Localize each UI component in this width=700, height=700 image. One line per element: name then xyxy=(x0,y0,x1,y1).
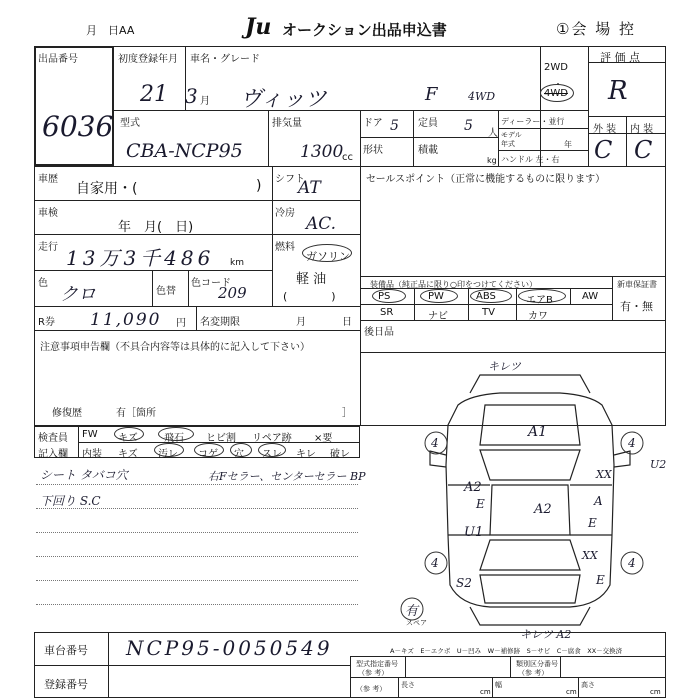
rear-bumper xyxy=(470,607,590,625)
check-repair[interactable]: リペア跡 xyxy=(252,433,292,444)
door-label: ドア xyxy=(363,118,383,129)
check-break[interactable]: 破レ xyxy=(330,449,350,460)
fuel-gasoline[interactable]: ガソリン xyxy=(306,250,350,263)
check-dirt[interactable]: 汚レ xyxy=(158,449,178,460)
door-value: 5 xyxy=(390,118,399,134)
chassis-label: 車台番号 xyxy=(44,644,88,657)
diagram-bottom: キレツ A2 xyxy=(520,628,572,641)
model-value: CBA-NCP95 xyxy=(126,140,243,162)
reg-no-label: 登録番号 xyxy=(44,678,88,691)
capacity-unit: 人 xyxy=(488,128,498,139)
drive-note: 4WD xyxy=(468,90,496,103)
equip-leather[interactable]: カワ xyxy=(528,311,548,322)
shape-label: 形状 xyxy=(363,145,383,156)
name-change-day: 日 xyxy=(342,317,352,328)
color-label: 色 xyxy=(38,278,48,289)
ac-value: AC. xyxy=(306,214,337,234)
name-change-month: 月 xyxy=(296,317,306,328)
notes-label: 注意事項申告欄（不具合内容等は具体的に記入して下さい） xyxy=(40,342,310,353)
name-grade-label: 車名・グレード xyxy=(190,54,260,65)
repair-label: 修復歴 xyxy=(52,408,82,419)
cc-unit: cc xyxy=(342,152,353,163)
recycle-label: R券 xyxy=(38,317,55,328)
diagram-spare: 有 xyxy=(405,604,419,619)
chassis-value: NCP95-0050549 xyxy=(126,636,333,660)
model-label: 型式 xyxy=(120,118,140,129)
check-tear[interactable]: キレ xyxy=(296,449,316,460)
check-crack[interactable]: ヒビ割 xyxy=(206,433,236,444)
color-code-label: 色コード xyxy=(191,278,231,289)
trunk-panel xyxy=(480,575,580,603)
tire-fr-value: 4 xyxy=(628,436,636,450)
lot-number-cell[interactable] xyxy=(34,46,114,166)
inspector-label: 検査員 xyxy=(38,433,68,444)
repair-close: ］ xyxy=(342,408,352,419)
ju-logo: Ju xyxy=(245,14,272,40)
handle-label: ハンドル 左・右 xyxy=(501,155,560,164)
shaken-value: 年 月( 日) xyxy=(118,220,194,235)
kg-unit: kg xyxy=(487,156,497,165)
equip-abs[interactable]: ABS xyxy=(476,291,496,302)
fuel-diesel[interactable]: 軽 油 xyxy=(296,272,327,287)
check-chip[interactable]: 飛石 xyxy=(164,433,184,444)
diagram-right-rear-door: E xyxy=(588,516,597,530)
equip-pw[interactable]: PW xyxy=(428,291,444,302)
capacity-label: 定員 xyxy=(418,118,438,129)
model-year-unit: 年 xyxy=(564,140,572,149)
diagram-right-front: XX xyxy=(596,468,612,481)
check-burn-circle xyxy=(194,443,224,457)
score-label: 評 価 点 xyxy=(600,51,640,64)
length-label: 長さ xyxy=(401,681,415,689)
recycle-value: 11,090 xyxy=(90,310,162,330)
km-unit: km xyxy=(230,258,244,268)
drive-4wd-circle xyxy=(540,84,574,102)
header-date: 月 日AA xyxy=(86,24,135,37)
model-year-label: モデル xyxy=(501,131,522,139)
note-right-1: 右Fセラー、センターセラー BP xyxy=(208,470,366,483)
diagram-fl-fender: A2 xyxy=(464,480,482,495)
color-value: クロ xyxy=(60,284,96,305)
drive-2wd[interactable]: 2WD xyxy=(544,62,568,73)
first-reg-year: 21 xyxy=(140,82,168,107)
car-damage-diagram xyxy=(400,355,670,645)
check-need[interactable]: ×要 xyxy=(314,433,333,444)
dealer-label: ディーラー・並行 xyxy=(501,117,565,126)
diagram-spare-sub: スペア xyxy=(406,619,427,627)
front-bumper xyxy=(470,375,590,393)
loading-label: 積載 xyxy=(418,145,438,156)
category-ref: （参 考） xyxy=(518,669,549,677)
fuel-gasoline-circle xyxy=(302,244,352,262)
type-cert-label: 型式指定番号 xyxy=(356,660,398,668)
color-code-value: 209 xyxy=(218,284,247,302)
equip-ps[interactable]: PS xyxy=(378,291,391,302)
rear-seat-label: 後日品 xyxy=(364,327,394,338)
equip-sr[interactable]: SR xyxy=(380,307,394,318)
exterior-value: C xyxy=(594,136,613,164)
mileage-value: 13万3千486 xyxy=(66,246,215,270)
equip-airbag[interactable]: エアB xyxy=(526,295,553,306)
roof-panel xyxy=(490,485,570,535)
capacity-value: 5 xyxy=(464,118,473,134)
tire-rl-value: 4 xyxy=(431,556,439,570)
width-unit: cm xyxy=(566,688,577,696)
displacement-value: 1300 xyxy=(300,142,344,162)
check-int-scratch[interactable]: キズ xyxy=(118,449,138,460)
equip-label: 装備品（純正品に限り○印をつけてください） xyxy=(370,280,537,289)
first-reg-label: 初度登録年月 xyxy=(118,54,178,65)
entry-label: 記入欄 xyxy=(38,449,68,460)
model-year-label2: 年式 xyxy=(501,140,515,148)
interior-value: C xyxy=(634,136,653,164)
first-reg-month: 3 xyxy=(185,84,198,108)
diagram-roof: A2 xyxy=(534,502,552,517)
shift-label: シフト xyxy=(275,174,305,185)
diagram-mirror: U2 xyxy=(650,458,667,471)
equip-navi[interactable]: ナビ xyxy=(428,311,448,322)
diagram-hood: A1 xyxy=(528,424,548,440)
diagram-right-rear: XX xyxy=(582,549,598,562)
equip-aw[interactable]: AW xyxy=(582,291,599,302)
drive-4wd[interactable]: 4WD xyxy=(544,88,568,99)
shaken-label: 車検 xyxy=(38,208,58,219)
first-reg-month-unit: 月 xyxy=(200,96,210,107)
mileage-label: 走行 xyxy=(38,242,58,253)
repair-value: 有［箇所 xyxy=(116,408,156,419)
history-label: 車歴 xyxy=(38,174,58,185)
check-dirt-circle xyxy=(154,443,184,457)
height-label: 高さ xyxy=(581,681,595,689)
diagram-right-door: A xyxy=(594,494,603,508)
sales-point-label: セールスポイント（正常に機能するものに限ります） xyxy=(366,174,606,185)
check-chip-circle xyxy=(158,427,194,441)
equip-tv[interactable]: TV xyxy=(482,307,495,318)
check-hole[interactable]: 穴 xyxy=(234,449,244,460)
exterior-label: 外 装 xyxy=(593,124,617,135)
rear-window xyxy=(480,540,580,570)
drive-dot: ・ xyxy=(553,80,563,91)
ac-label: 冷房 xyxy=(275,208,295,219)
warranty-value[interactable]: 有・無 xyxy=(620,300,653,313)
diagram-rear-left: S2 xyxy=(456,576,472,590)
lot-number-value: 6036 xyxy=(42,110,114,143)
note-left-2: 下回り S.C xyxy=(40,494,101,508)
height-unit: cm xyxy=(650,688,661,696)
diagram-rl-door: U1 xyxy=(464,525,484,540)
ref-label-bottom: （参 考） xyxy=(356,685,387,693)
diagram-fl-door: E xyxy=(476,497,485,511)
diagram-top-note: キレツ xyxy=(488,360,521,373)
grade-value: F xyxy=(425,84,438,105)
warranty-label: 新車保証書 xyxy=(617,280,657,289)
tire-rr-value: 4 xyxy=(628,556,636,570)
form-title: オークション出品申込書 xyxy=(282,21,447,39)
car-name-value: ヴィッツ xyxy=(240,87,327,112)
shift-value: AT xyxy=(298,178,321,198)
width-label: 幅 xyxy=(495,681,502,689)
fuel-paren: ( ) xyxy=(283,290,336,303)
lot-number-label: 出品番号 xyxy=(38,54,78,65)
check-burn[interactable]: コゲ xyxy=(198,449,218,460)
damage-legend: A－キズ E－エクボ U－凹み W－補修跡 S－サビ C－腐食 XX－交換済 xyxy=(390,647,623,655)
control-copy-label: ①会 場 控 xyxy=(556,20,636,38)
check-interior: 内装 xyxy=(82,449,102,460)
category-label: 類別区分番号 xyxy=(516,660,558,668)
history-close: ) xyxy=(256,178,262,194)
interior-label: 内 装 xyxy=(630,124,654,135)
check-rub[interactable]: スレ xyxy=(262,449,282,460)
equip-ps-circle xyxy=(372,289,406,303)
check-fw: FW xyxy=(82,429,98,440)
check-hole-circle xyxy=(230,443,252,457)
check-rub-circle xyxy=(258,443,286,457)
displacement-label: 排気量 xyxy=(272,118,302,129)
tire-fl-value: 4 xyxy=(431,436,439,450)
check-scratch-circle xyxy=(114,427,144,441)
repaint-label: 色替 xyxy=(156,286,176,297)
history-value: 自家用・( xyxy=(76,181,138,197)
windshield xyxy=(480,450,580,480)
name-change-label: 名変期限 xyxy=(200,317,240,328)
check-scratch[interactable]: キズ xyxy=(118,433,138,444)
equip-airbag-circle xyxy=(518,289,566,303)
equip-abs-circle xyxy=(470,289,512,303)
length-unit: cm xyxy=(480,688,491,696)
recycle-unit: 円 xyxy=(176,318,186,329)
score-value: R xyxy=(608,76,628,106)
equip-pw-circle xyxy=(420,289,458,303)
type-cert-ref: （参 考） xyxy=(358,669,389,677)
note-left-1: シート タバコ穴 xyxy=(40,468,128,482)
diagram-right-quarter: E xyxy=(596,573,605,587)
fuel-label: 燃料 xyxy=(275,242,295,253)
